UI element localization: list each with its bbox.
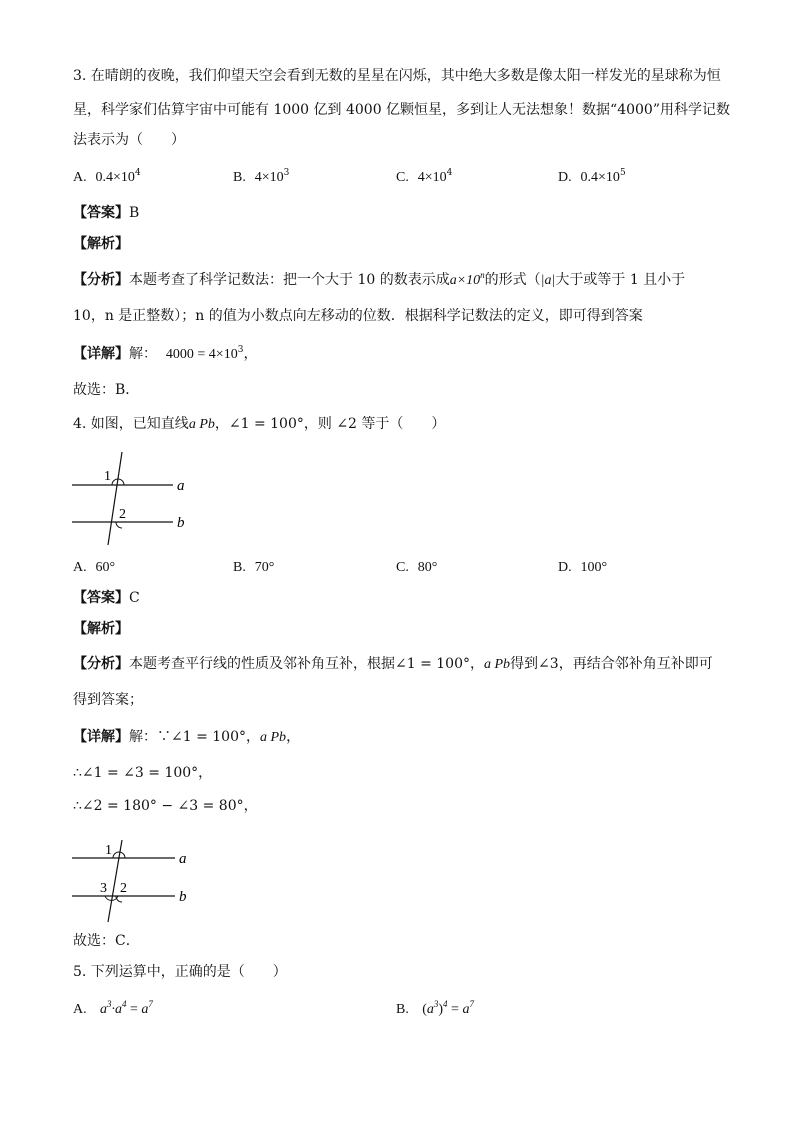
q3-option-c bbox=[396, 167, 452, 188]
option-value: 80° bbox=[417, 560, 438, 575]
fenxi-formula: a×10 bbox=[449, 273, 481, 288]
line-a-label: a bbox=[179, 851, 187, 867]
option-letter: C. bbox=[396, 560, 409, 575]
q5-option-a-expr: $a^3\cdot a^4 = a^7$ bbox=[99, 999, 153, 1017]
parallel-lines-figure-1 bbox=[70, 448, 200, 548]
q4-option-a bbox=[73, 557, 115, 578]
answer-value: C bbox=[129, 590, 140, 606]
option-exponent: 5 bbox=[619, 168, 626, 178]
option-letter: D. bbox=[558, 560, 572, 575]
q4-option-b bbox=[233, 557, 274, 578]
transversal-line bbox=[108, 452, 122, 545]
q4-stem-text: ，∠1 = 100°，则 ∠2 等于（ ） bbox=[214, 416, 446, 432]
q3-stem-line2: 星，科学家们估算宇宙中可能有 1000 亿到 4000 亿颗恒星，多到让人无法想象！数据“4000”用科学记数 bbox=[73, 102, 730, 118]
q3-option-b bbox=[233, 167, 289, 188]
q4-answer bbox=[73, 588, 140, 608]
xiangjie-pre: 解： bbox=[129, 346, 157, 362]
xiangjie-tag: 【详解】 bbox=[73, 729, 129, 745]
option-exponent: 3 bbox=[283, 168, 290, 178]
q4-fenxi-line2: 得到答案； bbox=[73, 692, 143, 708]
xiangjie-tag: 【详解】 bbox=[73, 346, 129, 362]
q4-conclusion: 故选：C． bbox=[73, 933, 140, 949]
option-base: 0.4×10 bbox=[95, 170, 135, 185]
option-letter: A. bbox=[73, 170, 87, 185]
option-letter: A. bbox=[73, 560, 87, 575]
q3-answer bbox=[73, 203, 139, 223]
q3-analysis-tag: 【解析】 bbox=[73, 236, 129, 252]
option-letter: C. bbox=[396, 170, 409, 185]
q5-option-a bbox=[73, 999, 153, 1020]
q4-option-d bbox=[558, 557, 607, 578]
xiangjie-exp: 3 bbox=[237, 345, 244, 355]
xiangjie-post: ， bbox=[243, 346, 258, 362]
angle-1-label: 1 bbox=[104, 469, 111, 484]
answer-value: B bbox=[129, 205, 140, 221]
q3-conclusion: 故选：B． bbox=[73, 382, 140, 398]
fenxi-parallel-expr: a Pb bbox=[484, 657, 511, 672]
line-b-label: b bbox=[177, 515, 185, 531]
q5-option-b bbox=[396, 999, 474, 1020]
option-value: 70° bbox=[254, 560, 275, 575]
q4-fenxi-line1 bbox=[73, 654, 713, 675]
answer-tag: 【答案】 bbox=[73, 205, 129, 221]
fenxi-formula-exp: n bbox=[480, 270, 485, 280]
xiangjie-parallel-expr: a Pb bbox=[260, 730, 287, 745]
q4-analysis-tag: 【解析】 bbox=[73, 621, 129, 637]
option-exponent: 4 bbox=[446, 168, 453, 178]
option-letter: B. bbox=[233, 560, 246, 575]
fenxi-text: 得到∠3，再结合邻补角互补即可 bbox=[510, 656, 713, 672]
option-letter: B. bbox=[396, 1002, 409, 1017]
option-letter: A. bbox=[73, 1002, 87, 1017]
angle-2-arc bbox=[116, 522, 122, 528]
xiangjie-pre: 解：∵∠1 = 100°， bbox=[129, 729, 260, 745]
angle-2-arc bbox=[116, 896, 122, 902]
q3-fenxi-line2: 10，n 是正整数）；n 的值为小数点向左移动的位数．根据科学记数法的定义，即可得到答案 bbox=[73, 308, 643, 324]
option-letter: D. bbox=[558, 170, 572, 185]
q5-option-b-expr: $(a^3)^4 = a^7$ bbox=[422, 999, 474, 1017]
q3-fenxi-line1 bbox=[73, 270, 685, 291]
answer-tag: 【答案】 bbox=[73, 590, 129, 606]
parallel-lines-figure-2 bbox=[70, 838, 200, 926]
q4-xiangjie bbox=[73, 727, 300, 748]
angle-1-label: 1 bbox=[105, 843, 112, 858]
q5-stem: 5. 下列运算中，正确的是（ ） bbox=[73, 964, 287, 980]
fenxi-text: 的形式（ bbox=[484, 272, 541, 288]
option-letter: B. bbox=[233, 170, 246, 185]
q4-option-c bbox=[396, 557, 437, 578]
angle-3-label: 3 bbox=[100, 881, 107, 896]
line-b-label: b bbox=[179, 889, 187, 905]
q3-stem-line3: 法表示为（ ） bbox=[73, 132, 185, 148]
xiangjie-equation: 4000 = 4×10 bbox=[165, 347, 238, 362]
fenxi-text: 本题考查平行线的性质及邻补角互补，根据∠1 = 100°， bbox=[129, 656, 484, 672]
option-base: 4×10 bbox=[417, 170, 447, 185]
q4-step1: ∴∠1 = ∠3 = 100°， bbox=[73, 765, 213, 781]
fenxi-text: 本题考查了科学记数法：把一个大于 10 的数表示成 bbox=[129, 272, 450, 288]
line-a-label: a bbox=[177, 478, 185, 494]
q3-option-a bbox=[73, 167, 141, 188]
option-value: 100° bbox=[580, 560, 608, 575]
q3-option-d bbox=[558, 167, 626, 188]
option-value: 60° bbox=[95, 560, 116, 575]
option-exponent: 4 bbox=[134, 168, 141, 178]
option-base: 4×10 bbox=[254, 170, 284, 185]
angle-2-label: 2 bbox=[120, 881, 127, 896]
xiangjie-post: ， bbox=[286, 729, 301, 745]
q4-step2: ∴∠2 = 180° − ∠3 = 80°， bbox=[73, 798, 258, 814]
angle-2-label: 2 bbox=[119, 507, 126, 522]
fenxi-tag: 【分析】 bbox=[73, 272, 129, 288]
q3-stem-line1: 3. 在晴朗的夜晚，我们仰望天空会看到无数的星星在闪烁，其中绝大多数是像太阳一样发光的星球称为恒 bbox=[73, 68, 721, 84]
fenxi-abs: |a| bbox=[540, 273, 556, 288]
fenxi-text: 大于或等于 1 且小于 bbox=[555, 272, 686, 288]
fenxi-tag: 【分析】 bbox=[73, 656, 129, 672]
option-base: 0.4×10 bbox=[580, 170, 620, 185]
q4-stem bbox=[73, 414, 445, 435]
q4-parallel-expr: a Pb bbox=[188, 417, 215, 432]
q3-xiangjie bbox=[73, 344, 257, 365]
q4-stem-text: 4. 如图，已知直线 bbox=[73, 416, 189, 432]
